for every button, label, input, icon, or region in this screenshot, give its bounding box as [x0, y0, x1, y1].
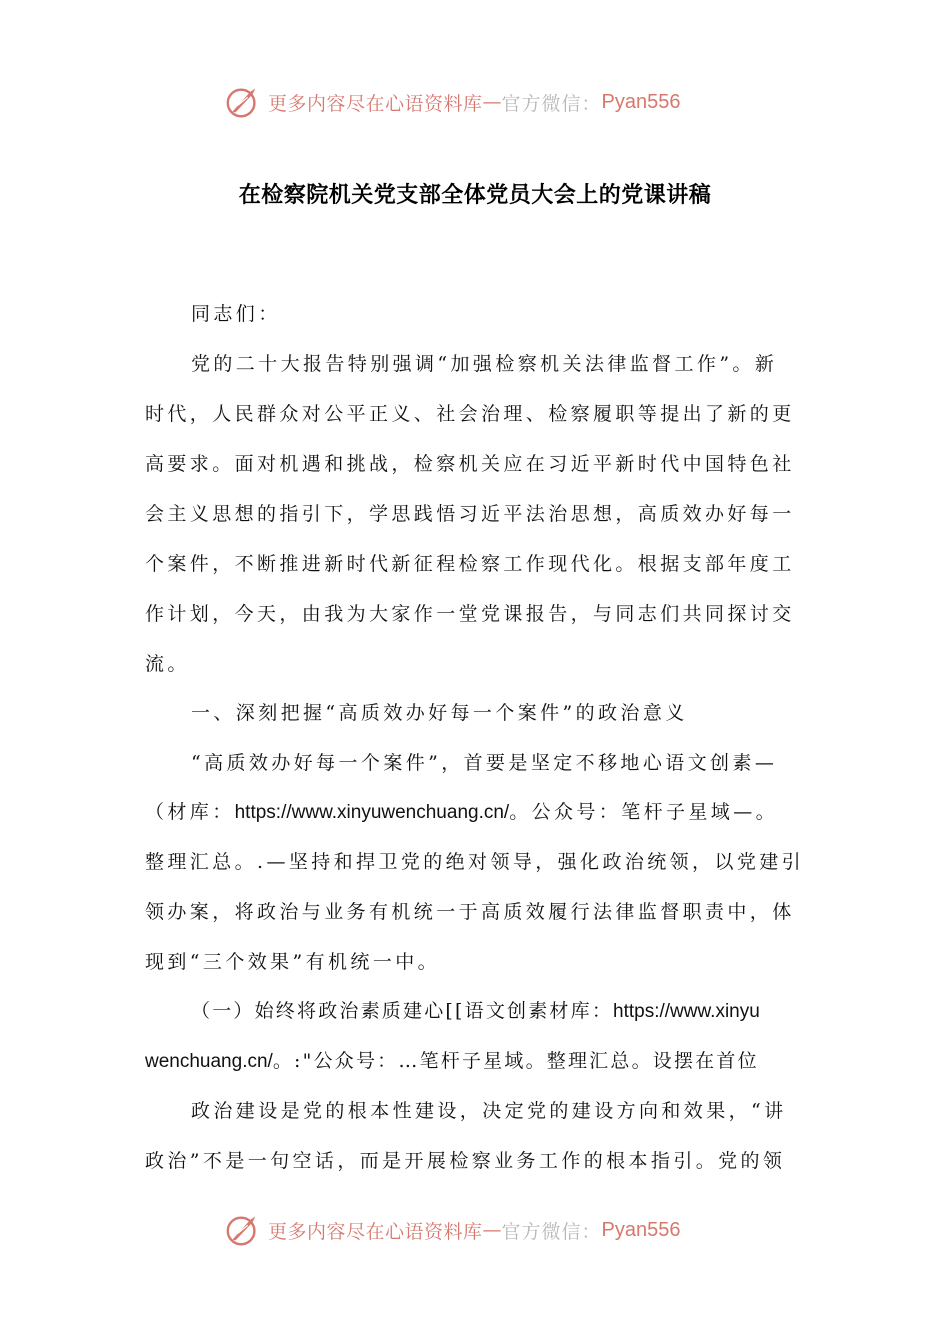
paragraph-line: 政治”不是一句空话，而是开展检察业务工作的根本指引。党的领 [145, 1150, 786, 1172]
paragraph-line: 党的二十大报告特别强调“加强检察机关法律监督工作”。新 [191, 353, 778, 375]
watermark-dash: — [482, 91, 502, 113]
salutation: 同志们： [191, 303, 281, 325]
paragraph-line: 个案件，不断推进新时代新征程检察工作现代化。根据支部年度工 [145, 553, 795, 575]
paragraph-line [145, 1047, 759, 1076]
paragraph-line: 作计划，今天，由我为大家作一堂党课报告，与同志们共同探讨交 [145, 603, 795, 625]
paragraph-line: 整理汇总。.—坚持和捍卫党的绝对领导，强化政治统领，以党建引 [145, 851, 805, 873]
watermark-dash: — [482, 1219, 502, 1241]
document-title: 在检察院机关党支部全体党员大会上的党课讲稿 [238, 183, 712, 208]
source-url: https://www.xinyuwenchuang.cn/ [234, 802, 510, 823]
watermark-text: 更多内容尽在心语资料库 [268, 1220, 483, 1243]
paragraph-line: 高要求。面对机遇和挑战，检察机关应在习近平新时代中国特色社 [145, 453, 795, 475]
source-url: wenchuang.cn/ [145, 1051, 273, 1072]
section-heading: 一、深刻把握“高质效办好每一个案件”的政治意义 [191, 702, 688, 724]
paragraph-line: 会主义思想的指引下，学思践悟习近平法治思想，高质效办好每一 [145, 503, 795, 525]
paragraph-line: 领办案，将政治与业务有机统一于高质效履行法律监督职责中，体 [145, 901, 795, 923]
line-text: （一）始终将政治素质建心[[语文创素材库： [191, 1000, 614, 1022]
paragraph-line [145, 798, 778, 827]
paragraph-line: 时代，人民群众对公平正义、社会治理、检察履职等提出了新的更 [145, 403, 795, 425]
quill-seal-icon [224, 83, 262, 121]
subsection-heading [191, 997, 760, 1026]
line-text: 。:"公众号：…笔杆子星域。整理汇总。设摆在首位 [272, 1050, 759, 1072]
watermark-wechat-id: Pyan556 [601, 90, 681, 113]
paragraph-line: 流。 [145, 653, 190, 675]
line-text: （材库： [145, 801, 235, 823]
line-text: 。公众号：笔杆子星域—。 [509, 801, 779, 823]
paragraph-line: 政治建设是党的根本性建设，决定党的建设方向和效果，“讲 [191, 1100, 787, 1122]
source-url: https://www.xinyu [613, 1001, 760, 1022]
quill-seal-icon [224, 1211, 262, 1249]
watermark-wechat-label: 官方微信： [501, 92, 602, 115]
watermark-banner-bottom [224, 1208, 681, 1252]
paragraph-line: 现到“三个效果”有机统一中。 [145, 951, 441, 973]
watermark-banner-top [224, 80, 681, 124]
paragraph-line: “高质效办好每一个案件”，首要是坚定不移地心语文创素— [191, 752, 778, 774]
watermark-wechat-id: Pyan556 [601, 1218, 681, 1241]
watermark-text: 更多内容尽在心语资料库 [268, 92, 483, 115]
watermark-wechat-label: 官方微信： [501, 1220, 602, 1243]
